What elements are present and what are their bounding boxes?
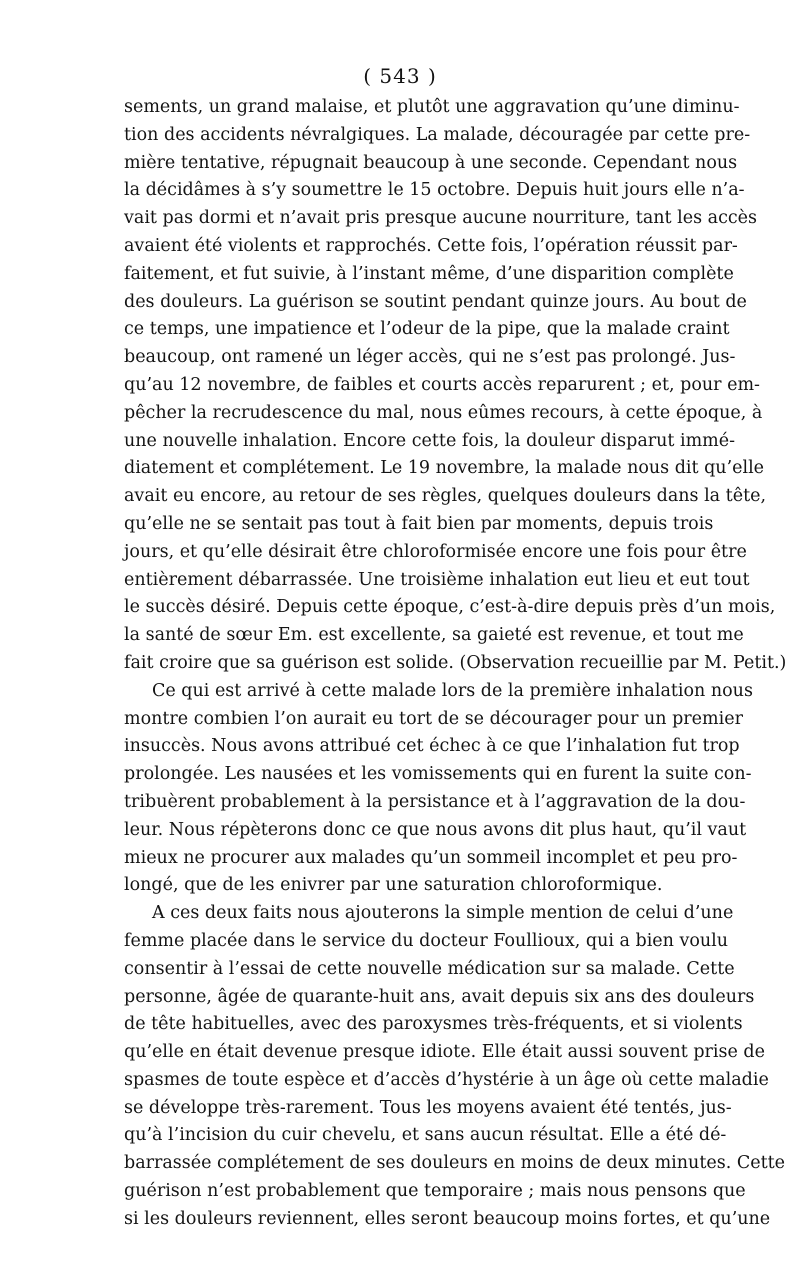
text-line: tribuèrent probablement à la persistance et à l’aggravation de la dou- — [124, 791, 746, 812]
text-line: jours, et qu’elle désirait être chloroformisée encore une fois pour être — [124, 541, 747, 562]
text-line: beaucoup, ont ramené un léger accès, qui ne s’est pas prolongé. Jus- — [124, 347, 736, 368]
text-line: consentir à l’essai de cette nouvelle médication sur sa malade. Cette — [124, 958, 735, 979]
text-line: tion des accidents névralgiques. La malade, découragée par cette pre- — [124, 124, 751, 145]
text-line: guérison n’est probablement que temporaire ; mais nous pensons que — [124, 1181, 746, 1202]
text-line: une nouvelle inhalation. Encore cette fois, la douleur disparut immé- — [124, 430, 736, 451]
text-line: avaient été violents et rapprochés. Cette fois, l’opération réussit par- — [124, 235, 738, 256]
text-line: prolongée. Les nausées et les vomissements qui en furent la suite con- — [124, 764, 752, 785]
text-line: diatement et complétement. Le 19 novembre, la malade nous dit qu’elle — [124, 458, 765, 479]
text-line: insuccès. Nous avons attribué cet échec à ce que l’inhalation fut trop — [124, 736, 740, 757]
text-line: le succès désiré. Depuis cette époque, c’est-à-dire depuis près d’un mois, — [124, 597, 776, 618]
text-line: pêcher la recrudescence du mal, nous eûmes recours, à cette époque, à — [124, 402, 763, 423]
text-line: leur. Nous répèterons donc ce que nous avons dit plus haut, qu’il vaut — [124, 819, 747, 840]
text-line: Ce qui est arrivé à cette malade lors de la première inhalation nous — [152, 680, 753, 701]
text-line: fait croire que sa guérison est solide. (Observation recueillie par M. Petit.) — [124, 652, 787, 673]
text-line: de tête habituelles, avec des paroxysmes très-fréquents, et si violents — [124, 1014, 743, 1035]
text-line: qu’elle en était devenue presque idiote. Elle était aussi souvent prise de — [124, 1042, 765, 1063]
text-line: qu’au 12 novembre, de faibles et courts accès reparurent ; et, pour em- — [124, 374, 760, 395]
text-line: se développe très-rarement. Tous les moyens avaient été tentés, jus- — [124, 1097, 732, 1118]
text-line: avait eu encore, au retour de ses règles, quelques douleurs dans la tête, — [124, 486, 767, 507]
body-text — [124, 94, 787, 1234]
text-line: femme placée dans le service du docteur Foullioux, qui a bien voulu — [124, 930, 729, 951]
text-line: mieux ne procurer aux malades qu’un sommeil incomplet et peu pro- — [124, 847, 738, 868]
text-line: mière tentative, répugnait beaucoup à une seconde. Cependant nous — [124, 152, 738, 173]
text-line: sements, un grand malaise, et plutôt une aggravation qu’une diminu- — [124, 97, 740, 117]
text-line: montre combien l’on aurait eu tort de se décourager pour un premier — [124, 708, 743, 729]
text-line: spasmes de toute espèce et d’accès d’hystérie à un âge où cette maladie — [124, 1069, 769, 1090]
text-line: ce temps, une impatience et l’odeur de la pipe, que la malade craint — [124, 319, 730, 340]
paragraph-second-case — [124, 900, 785, 1234]
text-line: barrassée complétement de ses douleurs en moins de deux minutes. Cette — [124, 1153, 785, 1174]
text-line: la décidâmes à s’y soumettre le 15 octobre. Depuis huit jours elle n’a- — [124, 180, 745, 201]
text-line: personne, âgée de quarante-huit ans, avait depuis six ans des douleurs — [124, 986, 755, 1007]
page-number: ( 543 ) — [363, 64, 437, 88]
paragraph-commentary — [124, 678, 753, 900]
text-line: qu’à l’incision du cuir chevelu, et sans aucun résultat. Elle a été dé- — [124, 1125, 727, 1146]
text-line: si les douleurs reviennent, elles seront beaucoup moins fortes, et qu’une — [124, 1208, 771, 1229]
text-line: des douleurs. La guérison se soutint pendant quinze jours. Au bout de — [124, 291, 747, 312]
text-line: qu’elle ne se sentait pas tout à fait bien par moments, depuis trois — [124, 513, 714, 534]
text-line: longé, que de les enivrer par une saturation chloroformique. — [124, 875, 663, 896]
text-line: vait pas dormi et n’avait pris presque aucune nourriture, tant les accès — [124, 208, 758, 229]
text-line: A ces deux faits nous ajouterons la simple mention de celui d’une — [152, 903, 734, 924]
text-line: la santé de sœur Em. est excellente, sa gaieté est revenue, et tout me — [124, 625, 744, 646]
paragraph-observation — [124, 94, 787, 678]
text-line: entièrement débarrassée. Une troisième inhalation eut lieu et eut tout — [124, 569, 750, 590]
text-line: faitement, et fut suivie, à l’instant même, d’une disparition complète — [124, 263, 734, 284]
